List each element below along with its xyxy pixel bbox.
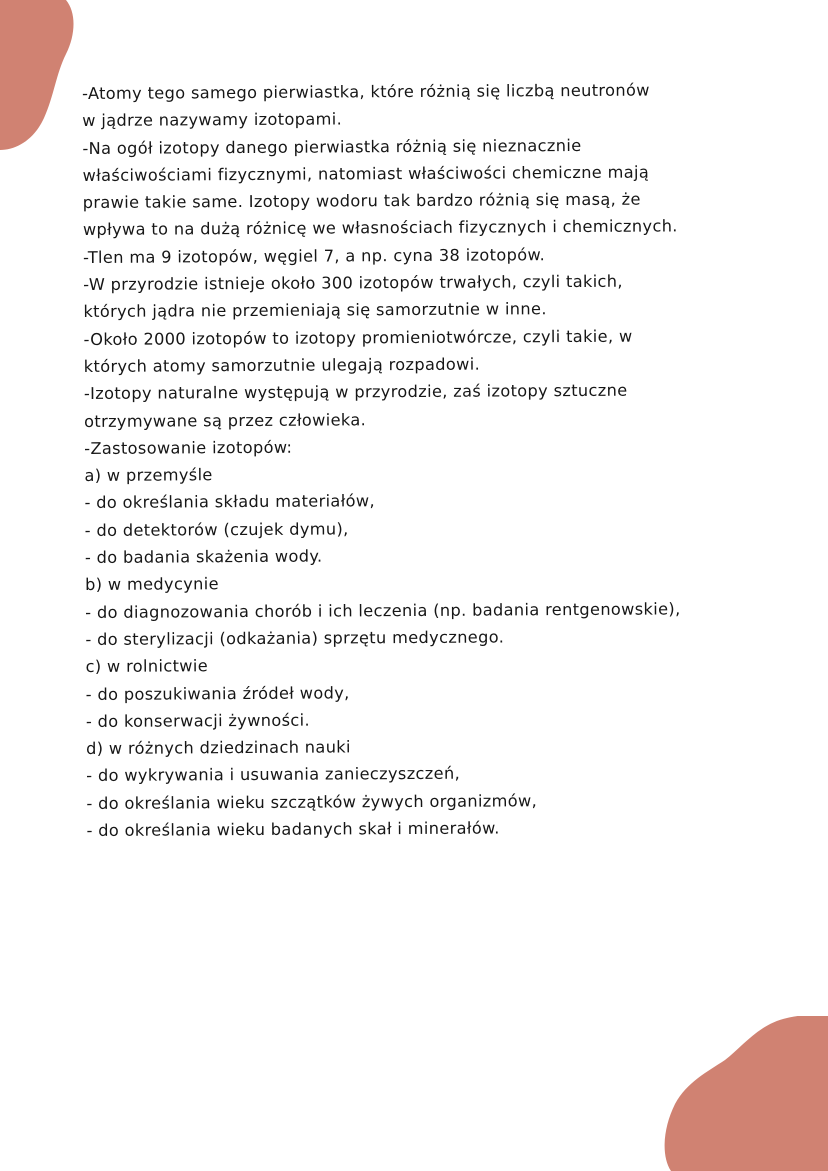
list-heading: c) w rolnictwie	[85, 656, 209, 677]
note-line: których atomy samorzutnie ulegają rozpadowi.	[83, 354, 481, 376]
note-line: -Atomy tego samego pierwiastka, które różnią się liczbą neutronów	[82, 80, 650, 103]
note-line: -Około 2000 izotopów to izotopy promieniotwórcze, czyli takie, w	[83, 326, 633, 349]
decorative-blob-bottom-right	[663, 1016, 828, 1171]
note-line: w jądrze nazywamy izotopami.	[82, 109, 343, 131]
list-heading: b) w medycynie	[85, 574, 219, 595]
note-line: -Zastosowanie izotopów:	[84, 437, 293, 458]
note-line: właściwościami fizycznymi, natomiast właściwości chemiczne mają	[82, 162, 650, 185]
list-item: - do określania składu materiałów,	[84, 491, 376, 513]
list-item: - do diagnozowania chorób i ich leczenia (np. badania rentgenowskie),	[85, 598, 681, 622]
note-line: których jądra nie przemieniają się samorzutnie w inne.	[83, 299, 547, 322]
list-item: - do określania wieku badanych skał i minerałów.	[86, 818, 500, 841]
note-line: -W przyrodzie istnieje około 300 izotopów trwałych, czyli takich,	[83, 271, 623, 295]
list-item: - do wykrywania i usuwania zanieczyszczeń,	[86, 764, 461, 786]
note-line: -Izotopy naturalne występują w przyrodzie, zaś izotopy sztuczne	[83, 380, 628, 404]
handwritten-notes	[82, 76, 777, 845]
list-heading: d) w różnych dziedzinach nauki	[86, 737, 351, 759]
list-item: - do detektorów (czujek dymu),	[84, 519, 349, 540]
list-item: - do określania wieku szczątków żywych organizmów,	[86, 790, 538, 813]
note-line: otrzymywane są przez człowieka.	[84, 409, 367, 431]
list-item: - do konserwacji żywności.	[85, 710, 311, 731]
list-item: - do sterylizacji (odkażania) sprzętu medycznego.	[85, 627, 505, 649]
note-line: prawie takie same. Izotopy wodoru tak bardzo różnią się masą, że	[82, 189, 641, 213]
decorative-blob-top-left	[0, 0, 80, 150]
list-heading: a) w przemyśle	[84, 465, 213, 486]
list-item: - do badania skażenia wody.	[84, 546, 323, 568]
list-item: - do poszukiwania źródeł wody,	[85, 682, 350, 704]
note-line: wpływa to na dużą różnicę we własnościach fizycznych i chemicznych.	[82, 216, 678, 240]
note-line: -Na ogół izotopy danego pierwiastka różnią się nieznacznie	[82, 135, 582, 158]
note-line: -Tlen ma 9 izotopów, węgiel 7, a np. cyna 38 izotopów.	[83, 244, 546, 267]
